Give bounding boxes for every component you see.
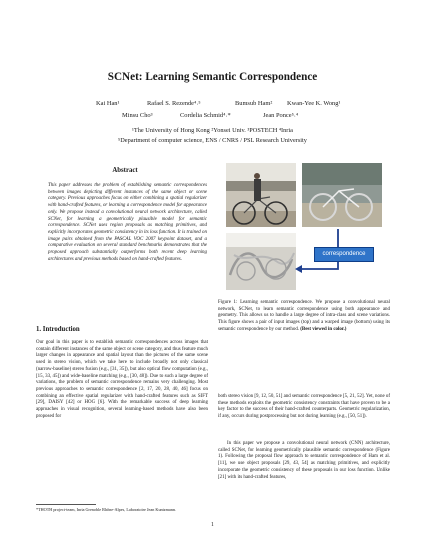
intro-paragraph-1: Our goal in this paper is to establish semantic correspondences across images that contain different instances of the same object or scene category, and thus feature much larger changes in appearance and spatial layout than the pictures of the same scene used in stereo vision, which we take here to include broadly not only classical (narrow-baseline) stereo fusion (e.g., [31, 35]), but also optical flow computation (e.g., [15, 33, 45]) and wide-baseline matching (e.g., [30, 48]). Due to such a large degree of variations, the problem of semantic correspondence remains very challenging. Most previous approaches to semantic correspondence [2, 17, 20, 28, 40, 46] focus on combining an effective spatial regularizer with hand-crafted features such as SIFT [29], DAISY [42] or HOG [6]. With the remarkable success of deep learning approaches in visual recognition, several learning-based methods have also been proposed for xyxy=(36,340,208,419)
author-1: Kai Han¹ xyxy=(96,100,120,107)
author-7: Jean Ponce⁵˒⁴ xyxy=(263,112,299,119)
intro-right-paragraph-1: both stereo vision [9, 12, 50, 51] and semantic correspondence [5, 21, 52]. Yet, none of these methods exploits the geometric consistency constraints that have proven to be a key factor to the success of their hand-crafted counterparts. Geometric regularization, if any, occurs during postprocessing but not during learning (e.g., [50, 51]). xyxy=(218,394,390,420)
author-3: Bumsub Ham² xyxy=(235,100,273,107)
page-number: 1 xyxy=(211,522,214,528)
figure-1-caption xyxy=(218,300,390,334)
correspondence-label: correspondence xyxy=(314,247,374,262)
intro-right-paragraph-2: In this paper we propose a convolutional neural network (CNN) architecture, called SCNet, for learning geometrically plausible semantic correspondence (Figure 1). Following the proposal flow approach to semantic correspondence of Ham et al. [11], we use object proposals [29, 43, 54] as matching primitives, and explicitly incorporate the geometric consistency of these proposals in our loss function. Unlike [21] with its hand-crafted features, xyxy=(218,441,390,480)
arrow-head xyxy=(295,265,302,273)
author-6: Cordelia Schmid⁴˒* xyxy=(180,112,231,119)
footnote-rule xyxy=(36,504,96,505)
intro-heading: 1. Introduction xyxy=(36,326,80,333)
affiliations-line-2: ⁵Department of computer science, ENS / CNRS / PSL Research University xyxy=(118,137,307,144)
input-image-left xyxy=(226,163,296,227)
abstract-text: This paper addresses the problem of establishing semantic correspondences between images depicting different instances of the same object or scene category. Previous approaches focus on either combining a spatial regularizer with hand-crafted features, or learning a correspondence model for appearance only. We propose instead a convolutional neural network architecture, called SCNet, for learning a geometrically plausible model for semantic correspondence. SCNet uses region proposals as matching primitives, and explicitly incorporates geometric consistency in its loss function. It is trained on image pairs obtained from the PASCAL VOC 2007 keypoint dataset, and a comparative evaluation on several standard benchmarks demonstrates that the proposed approach substantially outperforms both recent deep learning architectures and previous methods based on hand-crafted features. xyxy=(48,183,207,262)
footnote: *THOTH project-team, Inria Grenoble Rhône-Alpes, Laboratoire Jean Kuntzmann. xyxy=(36,507,176,512)
author-2: Rafael S. Rezende⁴˒⁵ xyxy=(147,100,201,107)
figure-1-images xyxy=(226,163,382,290)
author-5: Minsu Cho³ xyxy=(122,112,153,119)
author-4: Kwan-Yee K. Wong¹ xyxy=(287,100,341,107)
paper-title: SCNet: Learning Semantic Correspondence xyxy=(107,71,318,83)
figure-1 xyxy=(226,163,382,290)
abstract-heading: Abstract xyxy=(112,167,138,174)
warped-image xyxy=(226,233,296,290)
input-image-right xyxy=(302,163,382,227)
affiliations-line-1: ¹The University of Hong Kong ²Yonsei Univ. ³POSTECH ⁴Inria xyxy=(132,127,293,134)
caption-text: Figure 1: Learning semantic correspondence. We propose a convolutional neural network, SCNet, to learn semantic correspondence using both appearance and geometry. This allows us to handle a large degree of intra-class and scene variations. This figure shows a pair of input images (top) and a warped image (bottom) using its semantic correspondence by our method. xyxy=(218,300,390,332)
caption-bold: (Best viewed in color.) xyxy=(300,326,347,332)
